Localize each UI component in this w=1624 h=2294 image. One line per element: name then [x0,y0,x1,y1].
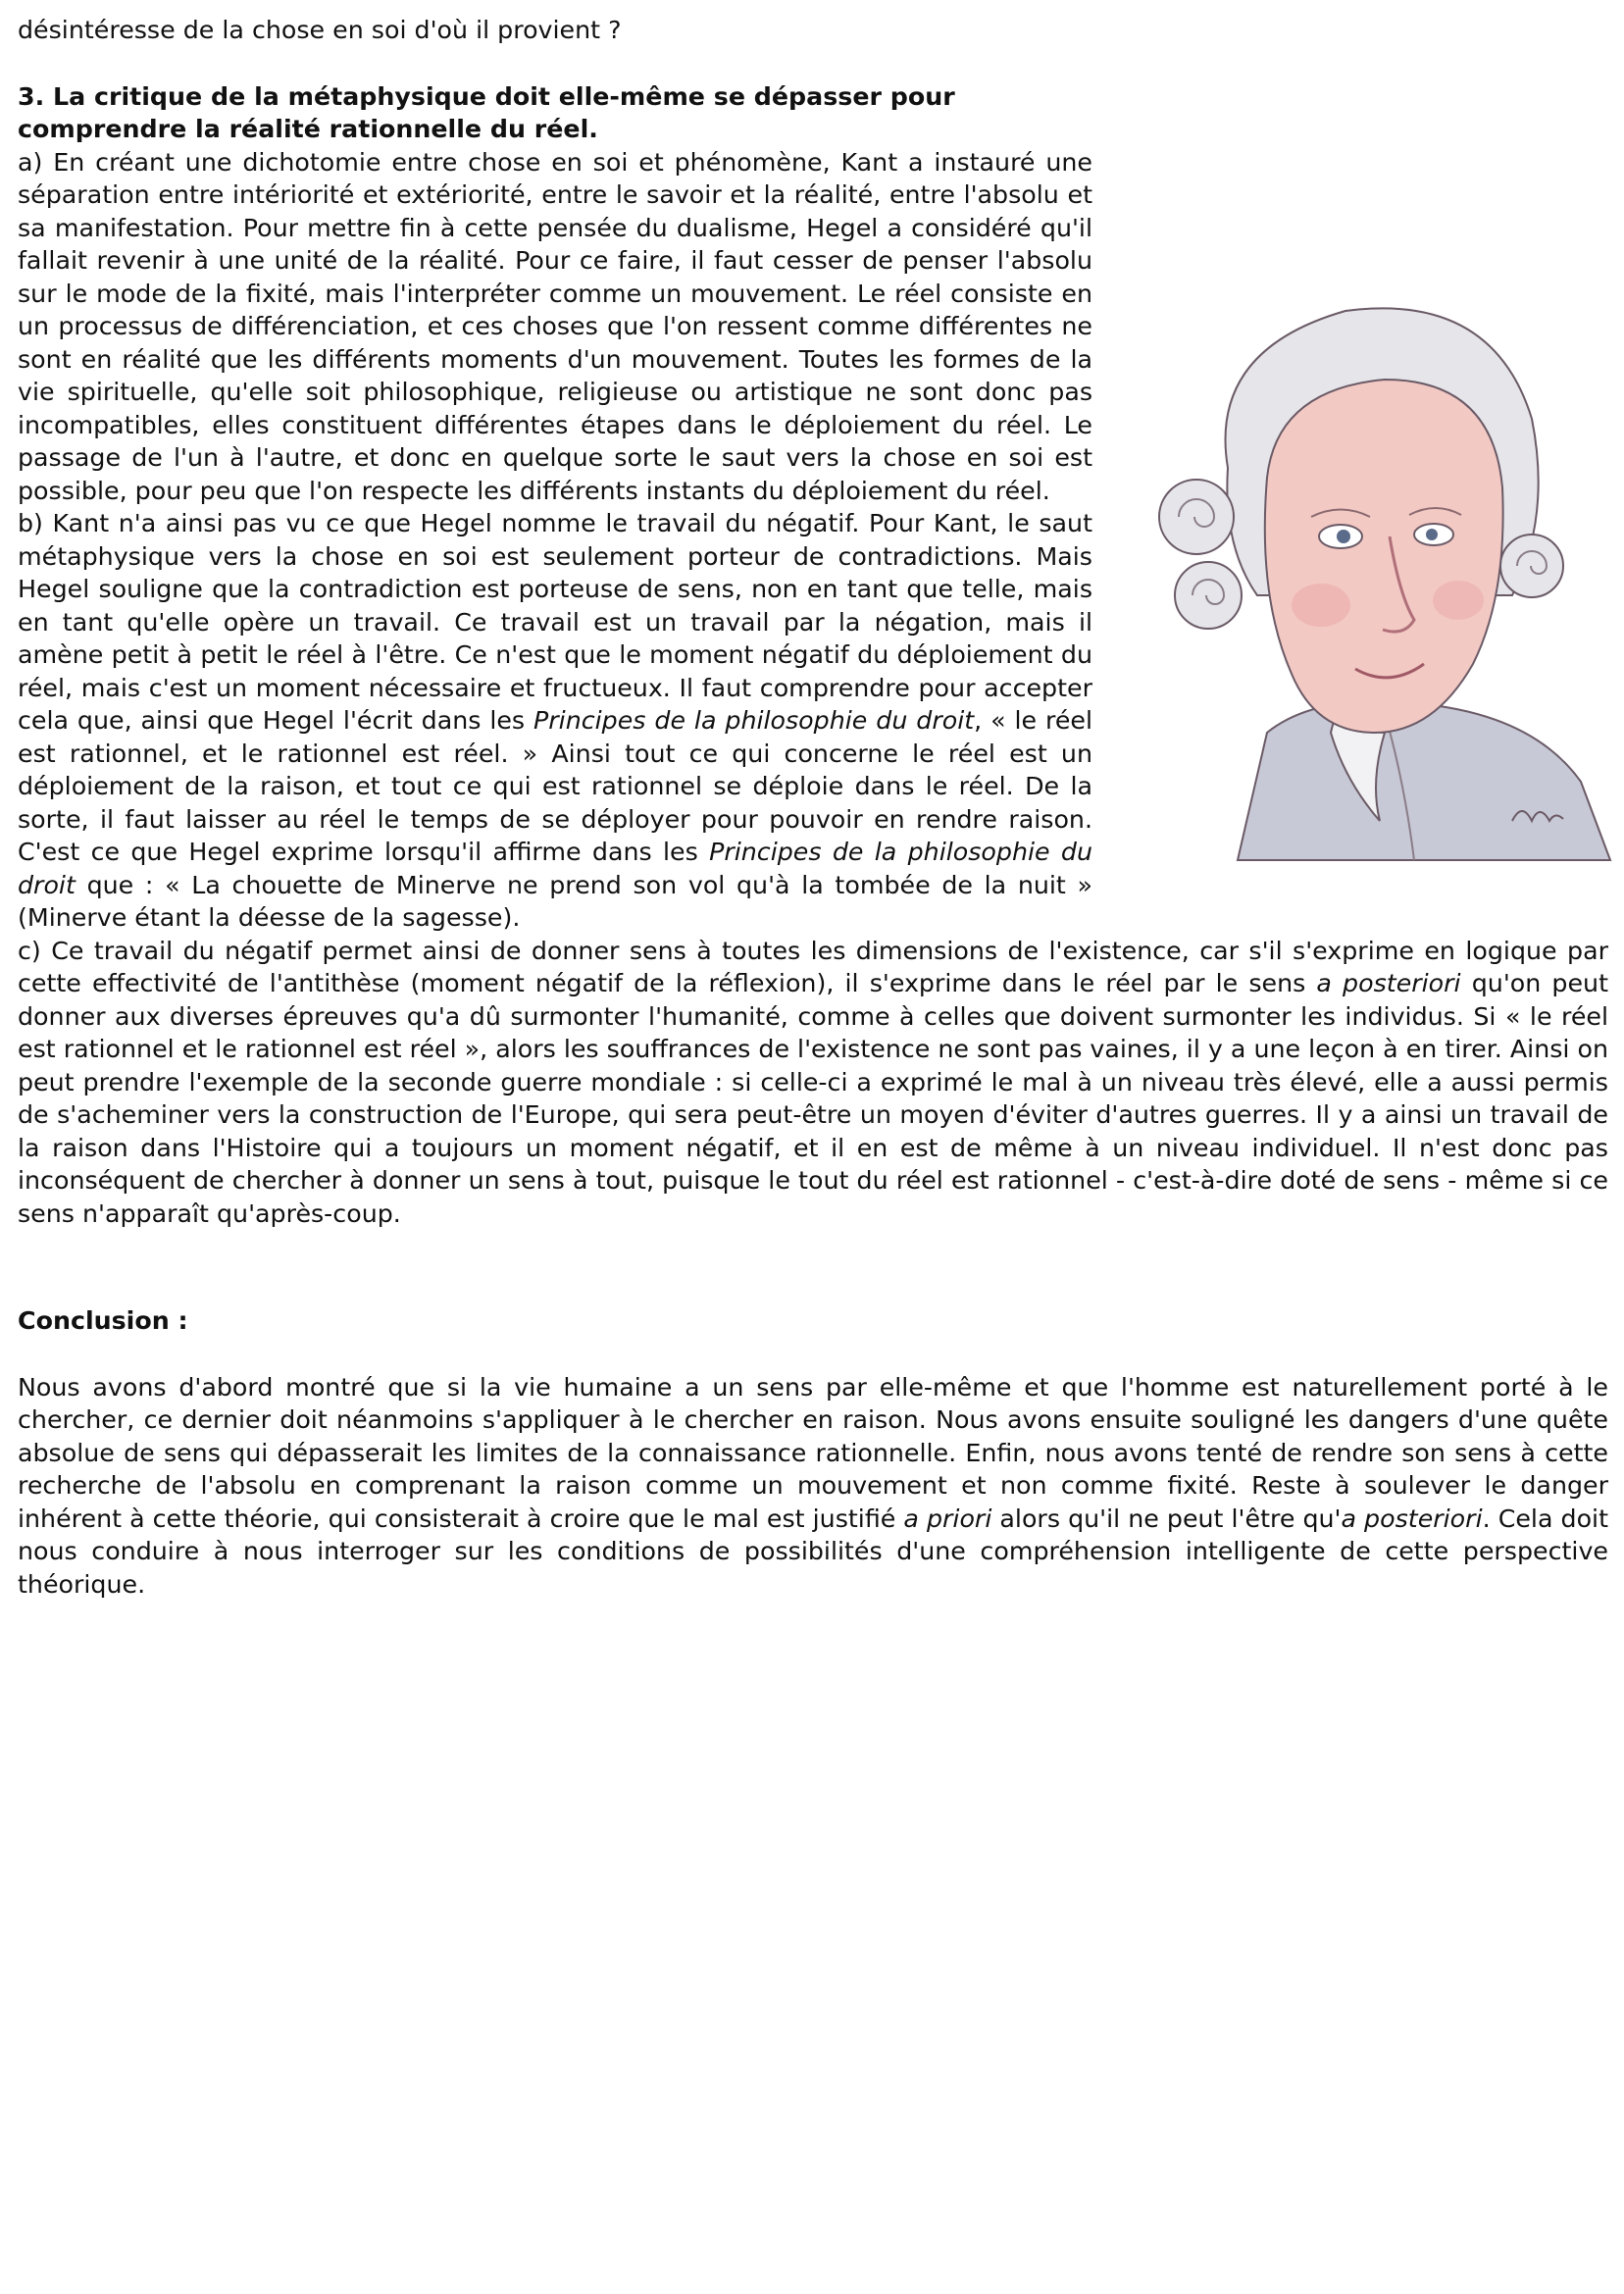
italic-title: Principes de la philosophie du droit [533,706,975,735]
section-3 [18,80,1608,1231]
italic-term: a posteriori [1316,969,1461,997]
italic-title: Principes de la philosophie du droit [18,838,1092,899]
kant-caricature-icon [1120,272,1622,880]
italic-term: a priori [903,1504,992,1533]
document-page [18,14,1608,1601]
paragraph-b: b) Kant n'a ainsi pas vu ce que Hegel nomme le travail du négatif. Pour Kant, le saut métaphysique vers la chose en soi est seulement porteur de contradictions. Mais Hegel souligne que la contradiction est porteuse de sens, non en tant que telle, mais en tant qu'elle opère un travail. Ce travail est un travail par la négation, mais il amène petit à petit le réel à l'être. Ce n'est que le moment négatif du déploiement du réel, mais c'est un moment nécessaire et fructueux. Il faut comprendre pour accepter cela que, ainsi que Hegel l'écrit dans les Principes de la philosophie du droit, « le réel est rationnel, et le rationnel est réel. » Ainsi tout ce qui concerne le réel est un déploiement de la raison, et tout ce qui est rationnel se déploie dans le réel. De la sorte, il faut laisser au réel le temps de se déployer pour pouvoir en rendre raison. C'est ce que Hegel exprime lorsqu'il affirme dans les Principes de la philosophie du droit que : « La chouette de Minerve ne prend son vol qu'à la tombée de la nuit » (Minerve étant la déesse de la sagesse). [18,509,1093,932]
conclusion-title: Conclusion : [18,1306,188,1335]
section-heading: 3. La critique de la métaphysique doit elle-même se dépasser pour comprendre la réalité rationnelle du réel. [18,81,955,143]
paragraph-a: a) En créant une dichotomie entre chose en soi et phénomène, Kant a instauré une séparation entre intériorité et extériorité, entre le savoir et la réalité, entre l'absolu et sa manifestation. Pour mettre fin à cette pensée du dualisme, Hegel a considéré qu'il fallait revenir à une unité de la réalité. Pour ce faire, il faut cesser de penser l'absolu sur le mode de la fixité, mais l'interpréter comme un mouvement. Le réel consiste en un processus de différenciation, et ces choses que l'on ressent comme différentes ne sont en réalité que les différents moments d'un mouvement. Toutes les formes de la vie spirituelle, qu'elle soit philosophique, religieuse ou artistique ne sont donc pas incompatibles, elles constituent différentes étapes dans le déploiement du réel. Le passage de l'un à l'autre, et donc en quelque sorte le saut vers la chose en soi est possible, pour peu que l'on respecte les différents instants du déploiement du réel. [18,147,1092,505]
intro-line: désintéresse de la chose en soi d'où il provient ? [18,16,622,44]
italic-term: a posteriori [1341,1504,1483,1533]
conclusion-paragraph: Nous avons d'abord montré que si la vie humaine a un sens par elle-même et que l'homme est naturellement porté à le chercher, ce dernier doit néanmoins s'appliquer à le chercher en raison. Nous avons ensuite souligné les dangers d'une quête absolue de sens qui dépasserait les limites de la connaissance rationnelle. Enfin, nous avons tenté de rendre son sens à cette recherche de l'absolu en comprenant la raison comme un mouvement et non comme fixité. Reste à soulever le danger inhérent à cette théorie, qui consisterait à croire que le mal est justifié a priori alors qu'il ne peut l'être qu'a posteriori. Cela doit nous conduire à nous interroger sur les conditions de possibilités d'une compréhension intelligente de cette perspective théorique. [18,1372,1608,1599]
paragraph-c: c) Ce travail du négatif permet ainsi de donner sens à toutes les dimensions de l'existence, car s'il s'exprime en logique par cette effectivité de l'antithèse (moment négatif de la réflexion), il s'exprime dans le réel par le sens a posteriori qu'on peut donner aux diverses épreuves qu'a dû surmonter l'humanité, comme à celles que doivent surmonter les individus. Si « le réel est rationnel et le rationnel est réel », alors les souffrances de l'existence ne sont pas vaines, il y a une leçon à en tirer. Ainsi on peut prendre l'exemple de la seconde guerre mondiale : si celle-ci a exprimé le mal à un niveau très élevé, elle a aussi permis de s'acheminer vers la construction de l'Europe, qui sera peut-être un moyen d'éviter d'autres guerres. Il y a ainsi un travail de la raison dans l'Histoire qui a toujours un moment négatif, et il en est de même à un niveau individuel. Il n'est donc pas inconséquent de chercher à donner un sens à tout, puisque le tout du réel est rationnel - c'est-à-dire doté de sens - même si ce sens n'apparaît qu'après-coup. [18,936,1608,1228]
